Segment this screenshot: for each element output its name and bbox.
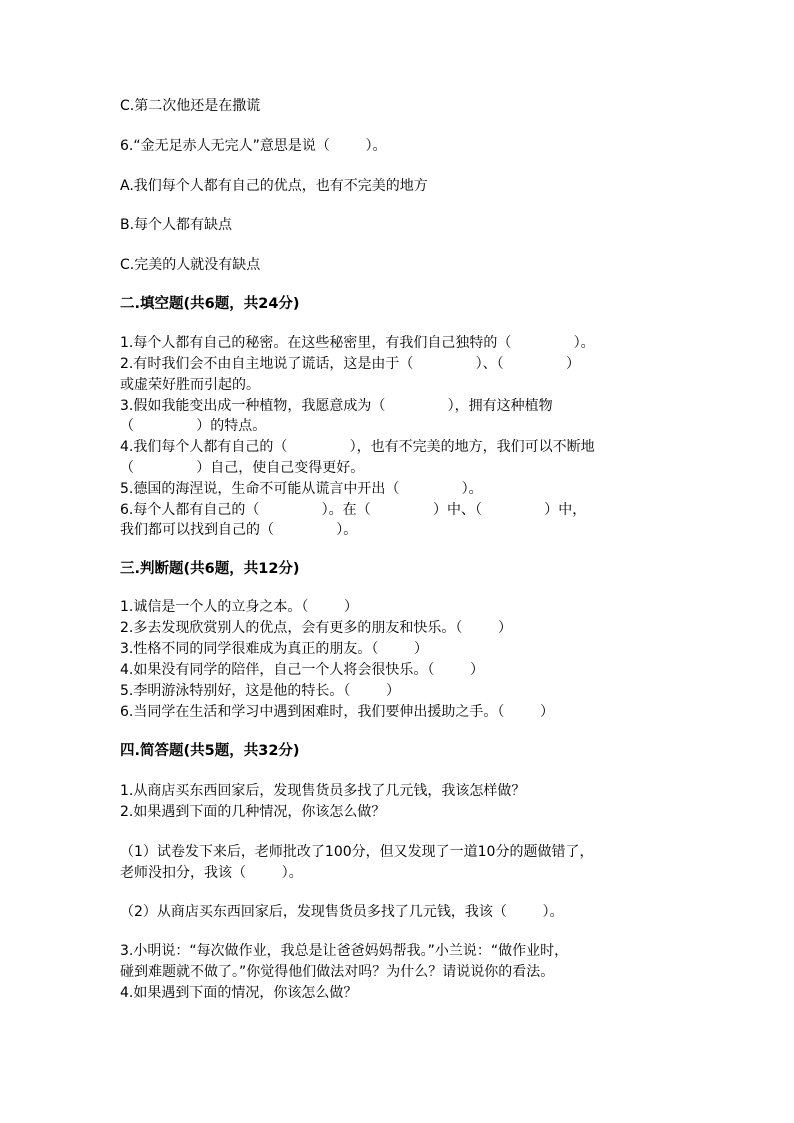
short-q4: 4.如果遇到下面的情况，你该怎么做？: [120, 985, 358, 1001]
q6-option-c: C.完美的人就没有缺点: [120, 257, 261, 273]
fill-q2-cont: 或虚荣好胜而引起的。: [120, 377, 260, 393]
judge-q2: 2.多去发现欣赏别人的优点，会有更多的朋友和快乐。（ ）: [120, 620, 512, 636]
q6-option-b: B.每个人都有缺点: [120, 217, 233, 233]
fill-q6-cont: 我们都可以找到自己的（ ）。: [120, 522, 358, 538]
short-q1: 1.从商店买东西回家后，发现售货员多找了几元钱，我该怎样做？: [120, 783, 526, 799]
fill-q4-cont: （ ）自己，使自己变得更好。: [120, 460, 365, 476]
q5-option-c: C.第二次他还是在撒谎: [120, 98, 261, 114]
short-q3-line2: 碰到难题就不做了。”你觉得他们做法对吗？为什么？请说说你的看法。: [120, 964, 555, 980]
fill-q3-cont: （ ）的特点。: [120, 418, 267, 434]
fill-q1: 1.每个人都有自己的秘密。在这些秘密里，有我们自己独特的（ ）。: [120, 335, 595, 351]
short-q2-sub1-line2: 老师没扣分，我该（ ）。: [120, 865, 303, 881]
short-q2: 2.如果遇到下面的几种情况，你该怎么做？: [120, 804, 386, 820]
fill-q5: 5.德国的海涅说，生命不可能从谎言中开出（ ）。: [120, 481, 483, 497]
fill-q4: 4.我们每个人都有自己的（ ），也有不完美的地方，我们可以不断地: [120, 439, 595, 455]
section-3-title: 三.判断题(共6题，共12分): [120, 561, 300, 577]
q6-stem: 6.“金无足赤人无完人”意思是说（ ）。: [120, 138, 387, 154]
judge-q1: 1.诚信是一个人的立身之本。（ ）: [120, 599, 358, 615]
section-2-title: 二.填空题(共6题，共24分): [120, 296, 300, 312]
judge-q3: 3.性格不同的同学很难成为真正的朋友。（ ）: [120, 641, 428, 657]
fill-q2: 2.有时我们会不由自主地说了谎话，这是由于（ ）、（ ）: [120, 356, 580, 372]
fill-q3: 3.假如我能变出成一种植物，我愿意成为（ ），拥有这种植物: [120, 398, 553, 414]
short-q3-line1: 3.小明说：“每次做作业，我总是让爸爸妈妈帮我。”小兰说：“做作业时，: [120, 943, 569, 959]
judge-q5: 5.李明游泳特别好，这是他的特长。（ ）: [120, 683, 400, 699]
judge-q4: 4.如果没有同学的陪伴，自己一个人将会很快乐。（ ）: [120, 662, 484, 678]
section-4-title: 四.简答题(共5题，共32分): [120, 743, 300, 759]
short-q2-sub2: （2）从商店买东西回家后，发现售货员多找了几元钱，我该（ ）。: [120, 904, 564, 920]
judge-q6: 6.当同学在生活和学习中遇到困难时，我们要伸出援助之手。（ ）: [120, 704, 554, 720]
short-q2-sub1-line1: （1）试卷发下来后，老师批改了100分，但又发现了一道10分的题做错了，: [120, 844, 594, 860]
q6-option-a: A.我们每个人都有自己的优点，也有不完美的地方: [120, 178, 428, 194]
fill-q6: 6.每个人都有自己的（ ）。在（ ）中、（ ）中，: [120, 502, 587, 518]
